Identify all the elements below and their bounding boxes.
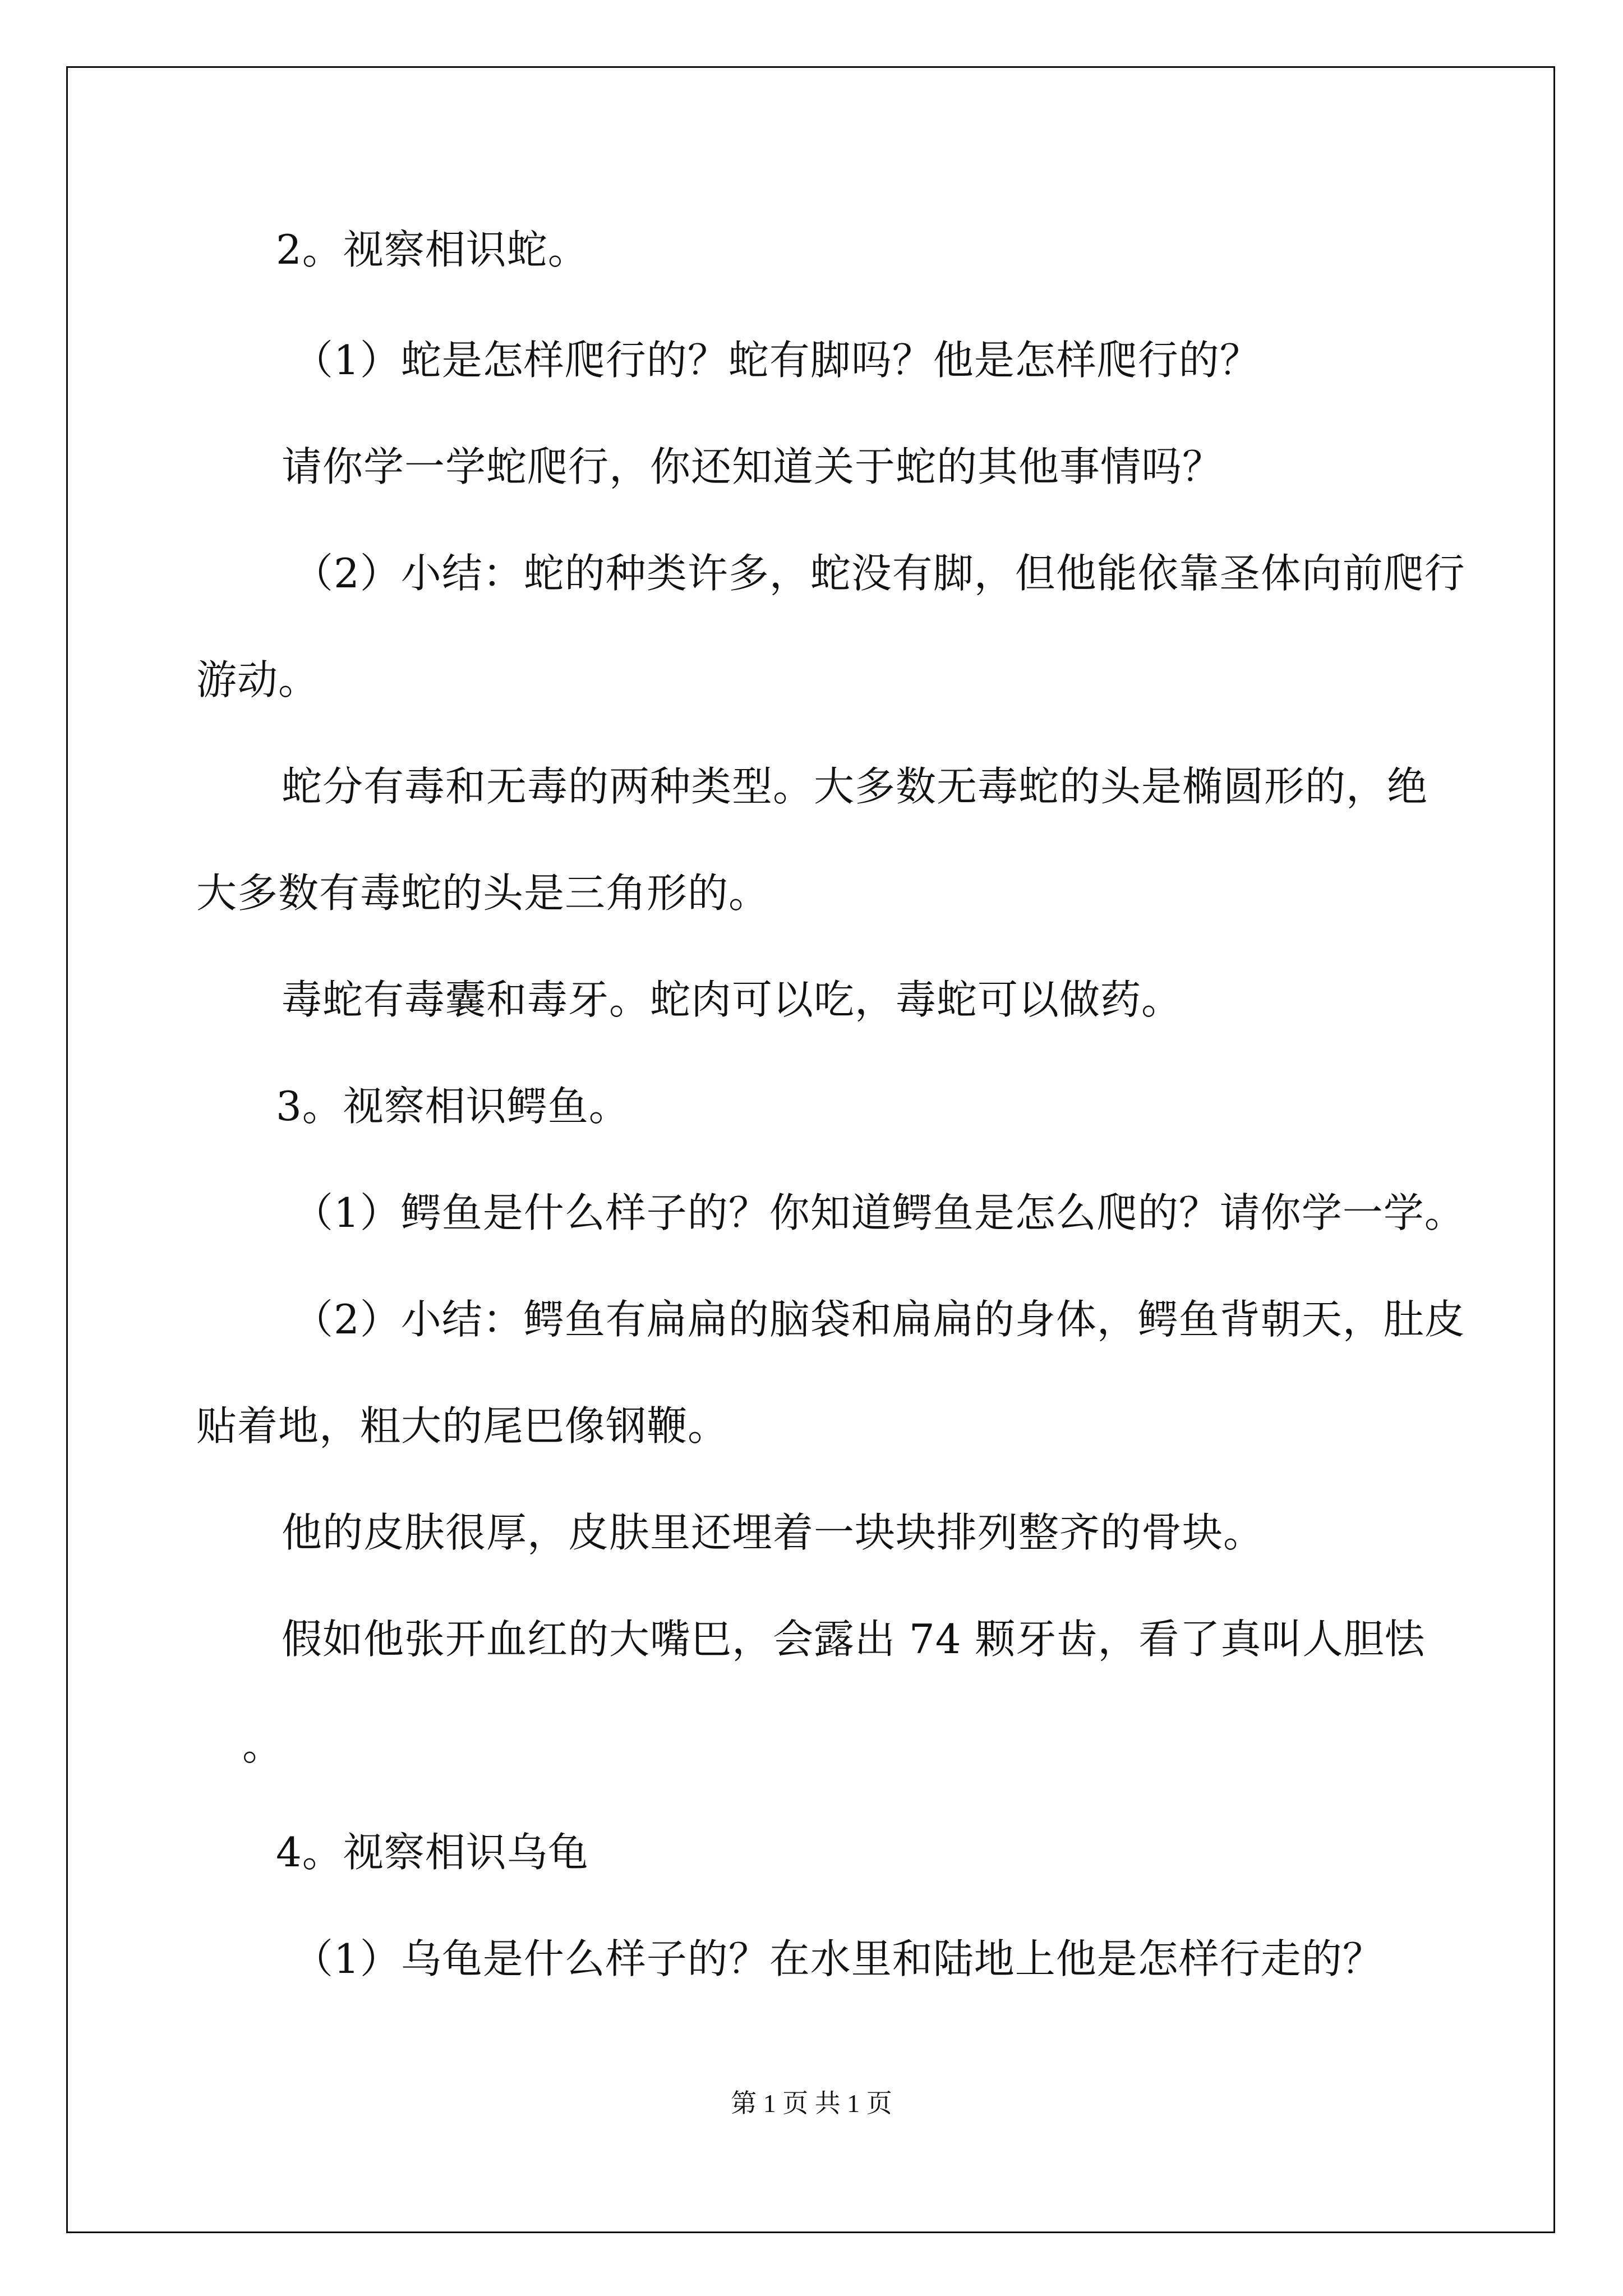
- text-line: 3。视察相识鳄鱼。: [276, 1083, 630, 1130]
- text-line: 贴着地，粗大的尾巴像钢鞭。: [196, 1402, 729, 1450]
- text-line: 毒蛇有毒囊和毒牙。蛇肉可以吃，毒蛇可以做药。: [282, 976, 1183, 1023]
- text-line: 蛇分有毒和无毒的两种类型。大多数无毒蛇的头是椭圆形的，绝: [282, 763, 1428, 810]
- text-line: （1）乌龟是什么样子的？在水里和陆地上他是怎样行走的？: [293, 1935, 1384, 1982]
- text-line: 请你学一学蛇爬行，你还知道关于蛇的其他事情吗？: [282, 443, 1224, 490]
- text-line: 。: [242, 1722, 284, 1769]
- text-line: 4。视察相识乌龟: [276, 1829, 589, 1876]
- text-line: 大多数有毒蛇的头是三角形的。: [196, 869, 770, 917]
- text-line: 他的皮肤很厚，皮肤里还埋着一块块排列整齐的骨块。: [282, 1509, 1265, 1556]
- text-line: （1）鳄鱼是什么样子的？你知道鳄鱼是怎么爬的？请你学一学。: [293, 1189, 1465, 1236]
- text-line: （1）蛇是怎样爬行的？蛇有脚吗？他是怎样爬行的？: [293, 337, 1261, 384]
- text-line: 假如他张开血红的大嘴巴，会露出 74 颗牙齿，看了真叫人胆怯: [282, 1616, 1426, 1663]
- text-line: 2。视察相识蛇。: [276, 226, 589, 273]
- page-number-footer: 第 1 页 共 1 页: [731, 2089, 892, 2118]
- text-line: 游动。: [196, 656, 320, 703]
- page-border: [66, 66, 1555, 2233]
- text-line: （2）小结：蛇的种类许多，蛇没有脚，但他能依靠圣体向前爬行: [293, 550, 1465, 597]
- text-line: （2）小结：鳄鱼有扁扁的脑袋和扁扁的身体，鳄鱼背朝天，肚皮: [293, 1296, 1465, 1343]
